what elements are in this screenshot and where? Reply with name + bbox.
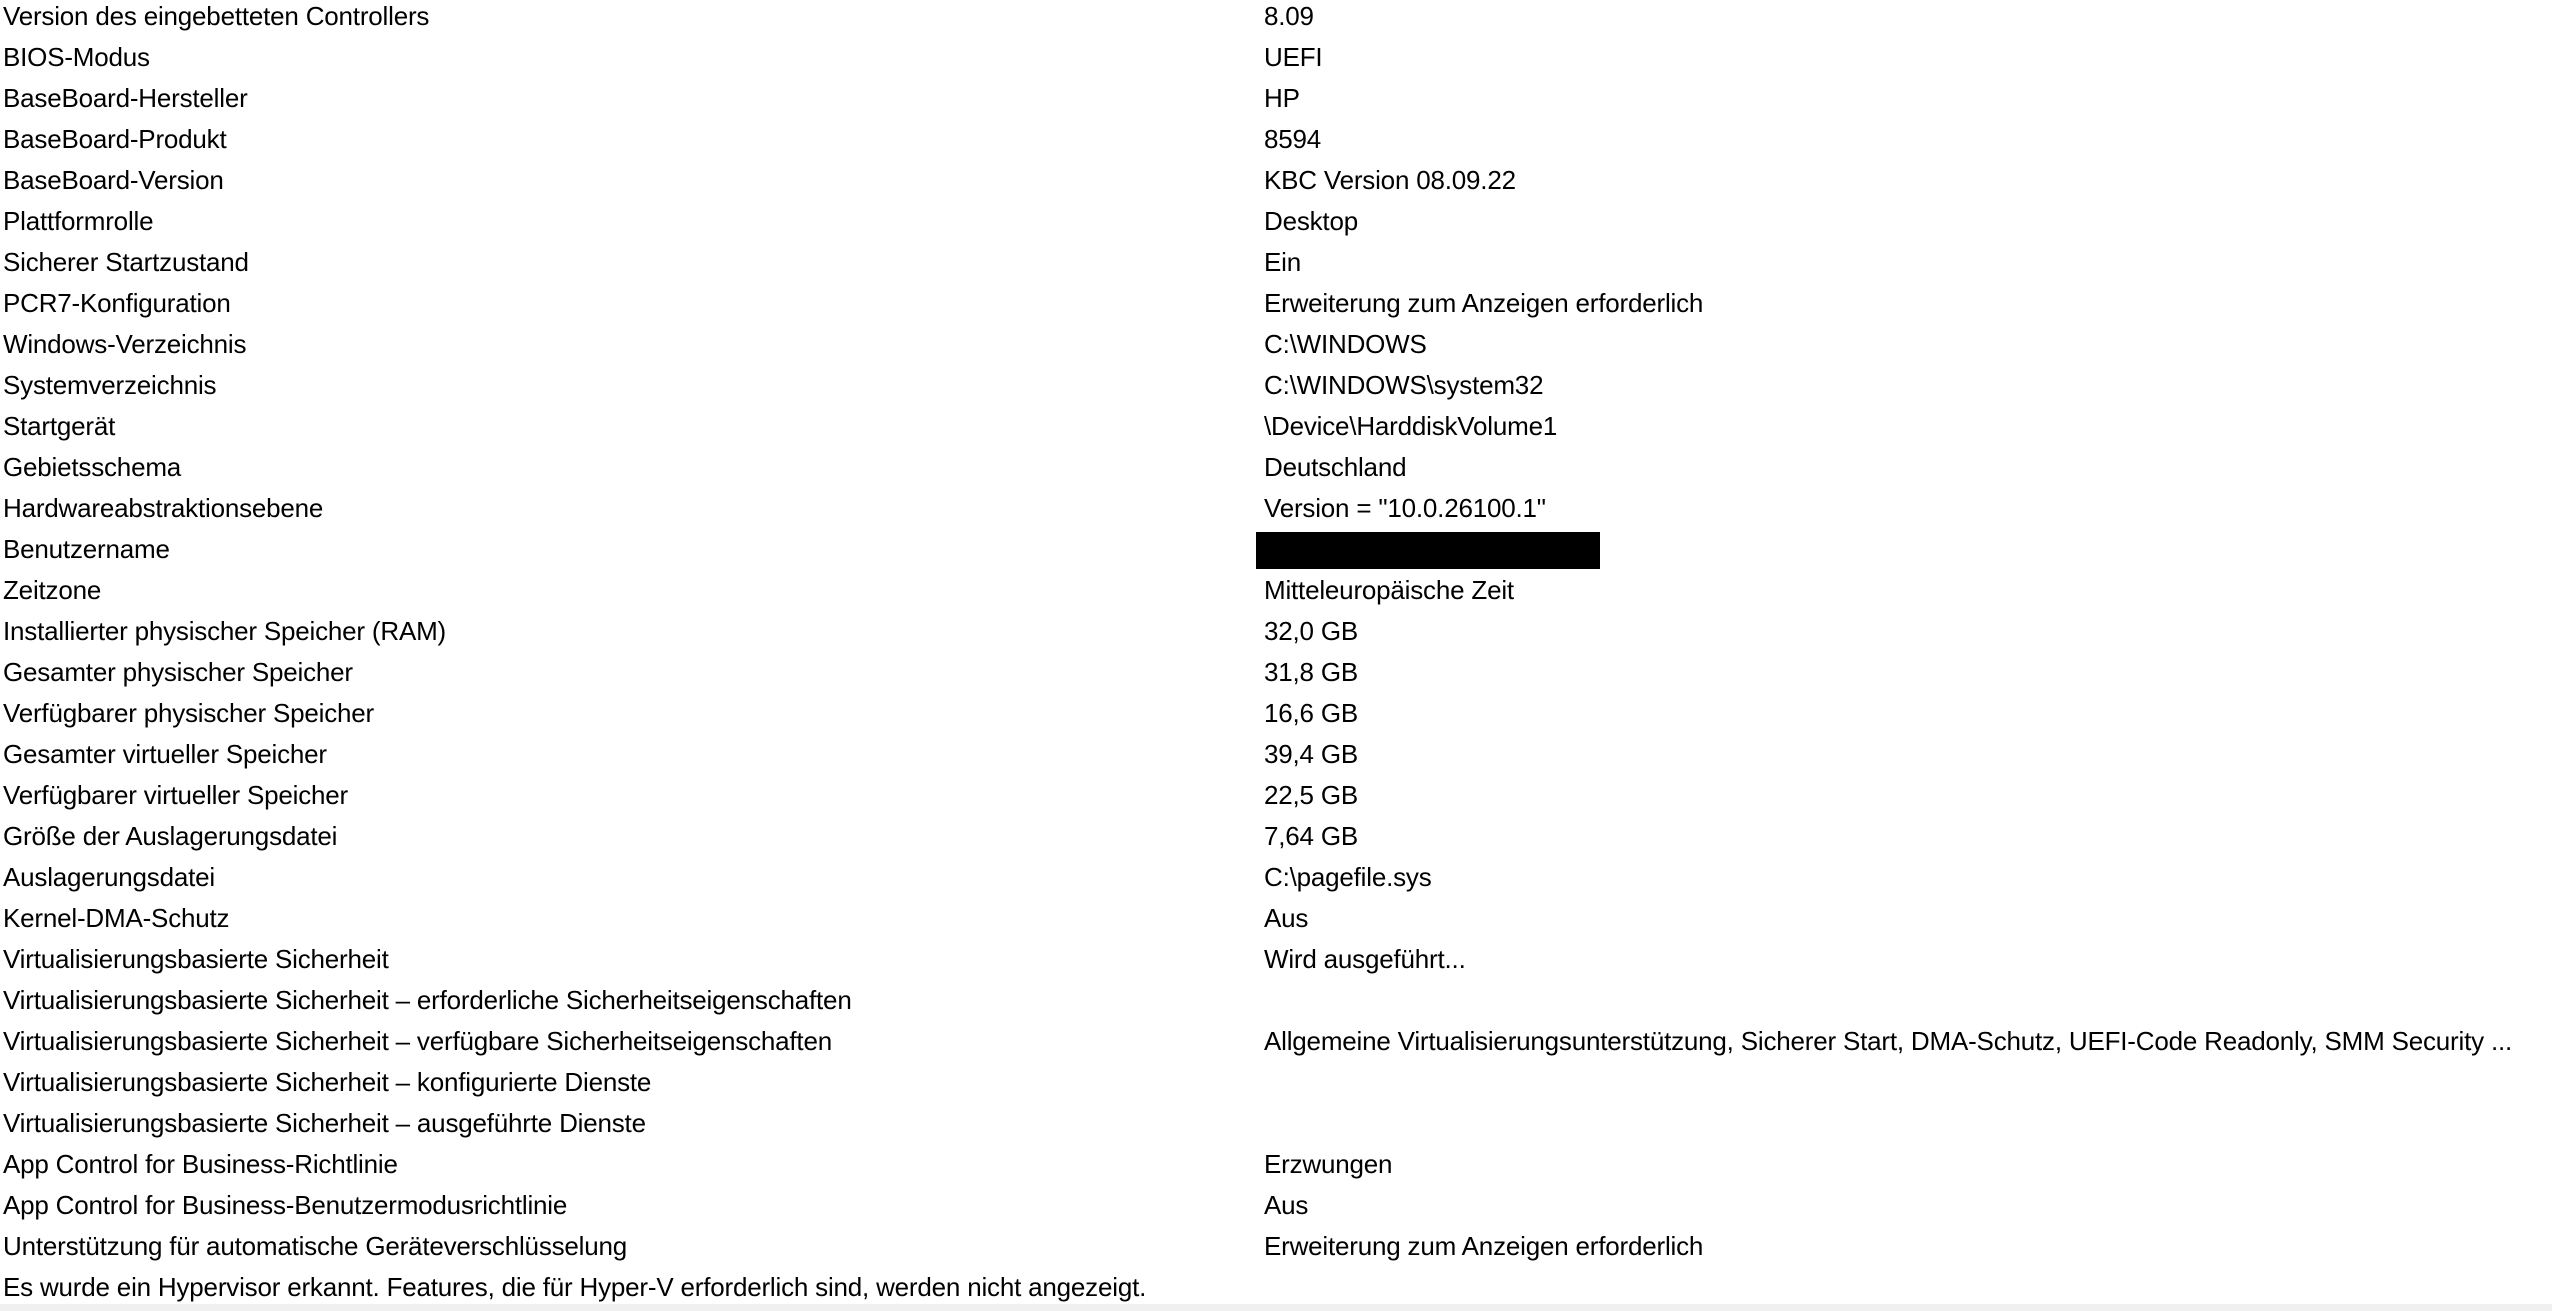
item-value: 32,0 GB [1264,616,1358,646]
item-label: Systemverzeichnis [3,370,217,400]
item-value: Allgemeine Virtualisierungsunterstützung, Sicherer Start, DMA-Schutz, UEFI-Code Readonly, SMM Security ... [1264,1026,2513,1056]
list-row[interactable] [0,611,2552,652]
item-value: 7,64 GB [1264,821,1358,851]
item-value: Deutschland [1264,452,1407,482]
list-row[interactable] [0,242,2552,283]
list-row[interactable] [0,1144,2552,1185]
list-row[interactable] [0,488,2552,529]
item-value: 39,4 GB [1264,739,1358,769]
list-row[interactable] [0,119,2552,160]
item-label: Virtualisierungsbasierte Sicherheit – konfigurierte Dienste [3,1067,652,1097]
item-label: Verfügbarer virtueller Speicher [3,780,348,810]
item-label: BIOS-Modus [3,42,150,72]
list-row[interactable] [0,980,2552,1021]
item-label: Benutzername [3,534,170,564]
list-row[interactable] [0,406,2552,447]
list-row[interactable] [0,775,2552,816]
list-bottom-edge [0,1304,2552,1311]
item-value: UEFI [1264,42,1323,72]
item-value: Wird ausgeführt... [1264,944,1466,974]
item-label: Hardwareabstraktionsebene [3,493,324,523]
list-row[interactable] [0,1226,2552,1267]
item-label: Unterstützung für automatische Geräteverschlüsselung [3,1231,628,1261]
list-row[interactable] [0,324,2552,365]
list-row[interactable] [0,816,2552,857]
item-value: \Device\HarddiskVolume1 [1264,411,1558,441]
item-label: App Control for Business-Richtlinie [3,1149,398,1179]
item-value: 8.09 [1264,1,1314,31]
list-row[interactable] [0,1267,2552,1308]
item-label: BaseBoard-Version [3,165,224,195]
item-label: Gesamter virtueller Speicher [3,739,327,769]
item-label: Auslagerungsdatei [3,862,215,892]
item-label: Virtualisierungsbasierte Sicherheit – erforderliche Sicherheitseigenschaften [3,985,852,1015]
item-label: Installierter physischer Speicher (RAM) [3,616,447,646]
list-row[interactable] [0,570,2552,611]
list-row[interactable] [0,37,2552,78]
item-label: BaseBoard-Hersteller [3,83,248,113]
item-value: 8594 [1264,124,1322,154]
item-label: Gebietsschema [3,452,182,482]
item-value: Erweiterung zum Anzeigen erforderlich [1264,1231,1704,1261]
list-row[interactable] [0,160,2552,201]
item-label: Sicherer Startzustand [3,247,249,277]
item-label: Virtualisierungsbasierte Sicherheit – ausgeführte Dienste [3,1108,646,1138]
redacted-username-block [1256,532,1600,569]
item-label: Version des eingebetteten Controllers [3,1,430,31]
item-value: C:\pagefile.sys [1264,862,1432,892]
item-value: Version = "10.0.26100.1" [1264,493,1546,523]
list-row[interactable] [0,201,2552,242]
item-value: KBC Version 08.09.22 [1264,165,1516,195]
item-value: Aus [1264,1190,1309,1220]
list-row[interactable] [0,447,2552,488]
item-value: Mitteleuropäische Zeit [1264,575,1514,605]
list-row[interactable] [0,1185,2552,1226]
item-value: Erweiterung zum Anzeigen erforderlich [1264,288,1704,318]
item-value: Desktop [1264,206,1358,236]
item-value: Ein [1264,247,1301,277]
item-value: C:\WINDOWS [1264,329,1427,359]
list-row[interactable] [0,857,2552,898]
item-value: Aus [1264,903,1309,933]
item-label: Zeitzone [3,575,102,605]
item-label: Kernel-DMA-Schutz [3,903,230,933]
item-value: 16,6 GB [1264,698,1358,728]
list-row[interactable] [0,0,2552,37]
list-row[interactable] [0,898,2552,939]
list-row[interactable] [0,1103,2552,1144]
item-value: 31,8 GB [1264,657,1358,687]
item-label: Verfügbarer physischer Speicher [3,698,375,728]
list-row[interactable] [0,939,2552,980]
item-label: Größe der Auslagerungsdatei [3,821,338,851]
list-row[interactable] [0,283,2552,324]
item-label: Gesamter physischer Speicher [3,657,353,687]
item-value: HP [1264,83,1300,113]
item-label: Startgerät [3,411,116,441]
list-row[interactable] [0,693,2552,734]
list-row[interactable] [0,78,2552,119]
item-value: Erzwungen [1264,1149,1393,1179]
item-label: App Control for Business-Benutzermodusrichtlinie [3,1190,568,1220]
list-row[interactable] [0,1021,2552,1062]
item-label: Es wurde ein Hypervisor erkannt. Features, die für Hyper-V erforderlich sind, werden nicht angezeigt. [3,1272,1147,1302]
item-value: 22,5 GB [1264,780,1358,810]
item-label: PCR7-Konfiguration [3,288,231,318]
list-row[interactable] [0,1062,2552,1103]
item-label: Plattformrolle [3,206,154,236]
item-label: BaseBoard-Produkt [3,124,227,154]
item-label: Virtualisierungsbasierte Sicherheit [3,944,389,974]
list-row[interactable] [0,365,2552,406]
item-label: Windows-Verzeichnis [3,329,247,359]
item-value: C:\WINDOWS\system32 [1264,370,1544,400]
list-row[interactable] [0,652,2552,693]
list-row[interactable] [0,734,2552,775]
item-label: Virtualisierungsbasierte Sicherheit – verfügbare Sicherheitseigenschaften [3,1026,832,1056]
